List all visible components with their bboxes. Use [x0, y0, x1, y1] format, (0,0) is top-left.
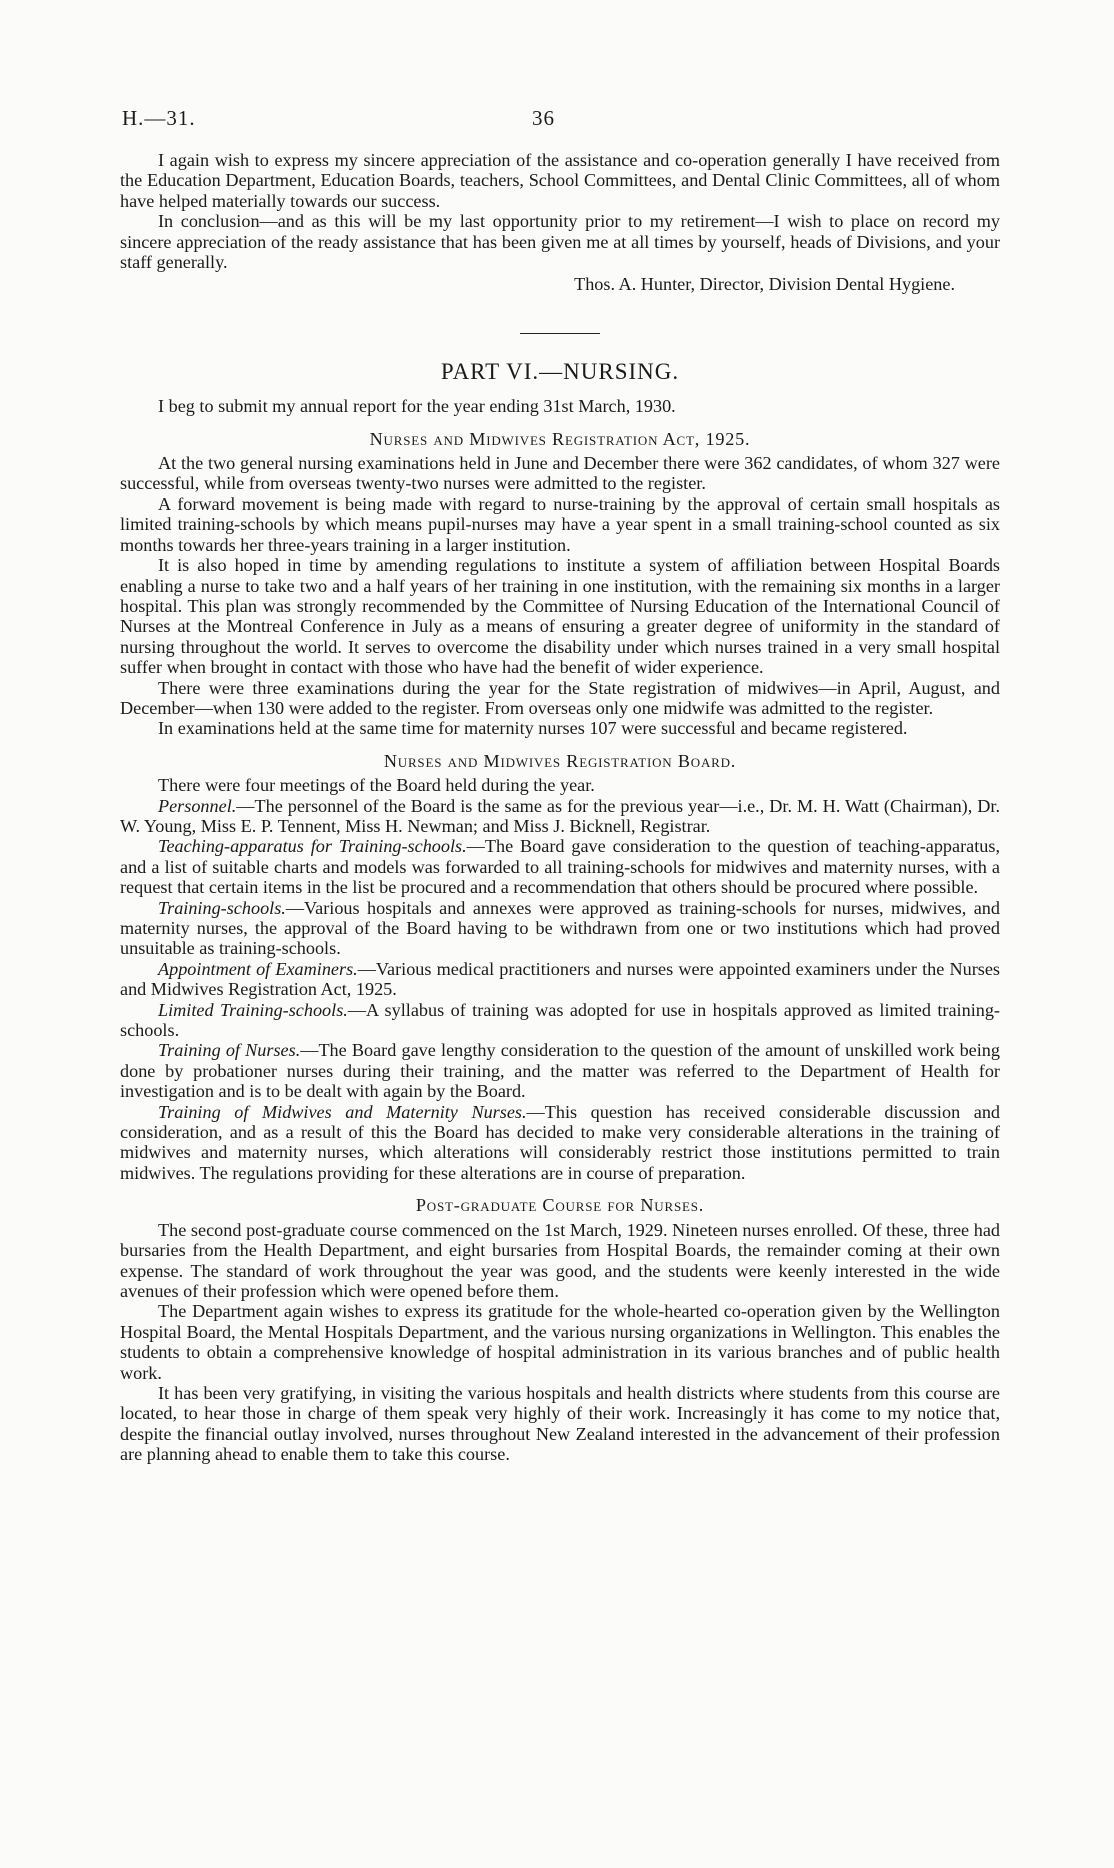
report-reference: H.—31.: [122, 106, 196, 130]
paragraph: A forward movement is being made with regard to nurse-training by the approval of certain small hospitals as limited training-schools by which means pupil-nurses may have a year spent in a small training-school counted as six months towards her three-years training in a larger institution.: [120, 493, 1000, 555]
item-title: Training of Midwives and Maternity Nurses.: [158, 1101, 527, 1122]
item-title: Limited Training-schools.: [158, 999, 348, 1020]
board-item: [120, 959, 1000, 1000]
board-item: [120, 1102, 1000, 1184]
item-text: —The Board gave lengthy consideration to the question of the amount of unskilled work being done by probationer nurses during their training, and the matter was referred to the Department of Health for investigation and is to be dealt with again by the Board.: [120, 1040, 1000, 1102]
intro-paragraph: In conclusion—and as this will be my last opportunity prior to my retirement—I wish to place on record my sincere appreciation of the ready assistance that has been given me at all times by yourself, heads of Divisions, and your staff generally.: [120, 211, 1000, 273]
intro-paragraph: I again wish to express my sincere appreciation of the assistance and co-operation generally I have received from the Education Department, Education Boards, teachers, School Committees, and Dental Clinic Committees, all of whom have helped materially towards our success.: [120, 150, 1000, 211]
item-text: —A syllabus of training was adopted for use in hospitals approved as limited training-schools.: [120, 999, 1000, 1041]
paragraph: There were four meetings of the Board held during the year.: [158, 775, 595, 796]
paragraph: The Department again wishes to express its gratitude for the whole-hearted co-operation given by the Wellington Hospital Board, the Mental Hospitals Department, and the various nursing organizations in Wellington. This enables the students to obtain a comprehensive knowledge of hospital administration in its various branches and of public health work.: [120, 1301, 1000, 1383]
page-body: [120, 150, 1000, 1465]
item-text: —The Board gave consideration to the question of teaching-apparatus, and a list of suitable charts and models was forwarded to all training-schools for midwives and maternity nurses, with a request that certain items in the list be procured and a recommendation that others should be procured where possible.: [120, 836, 1000, 898]
section-heading: Nurses and Midwives Registration Act, 1925.: [369, 428, 751, 449]
item-title: Personnel.: [158, 795, 237, 816]
signature: Thos. A. Hunter, Director, Division Dental Hygiene.: [574, 274, 955, 295]
paragraph: There were three examinations during the year for the State registration of midwives—in April, August, and December—when 130 were added to the register. From overseas only one midwife was admitted to the register.: [120, 677, 1000, 718]
section-heading: Post-graduate Course for Nurses.: [415, 1195, 705, 1216]
item-text: —Various medical practitioners and nurses were appointed examiners under the Nurses and Midwives Registration Act, 1925.: [120, 958, 1000, 1000]
item-text: —This question has received considerable discussion and consideration, and as a result of this the Board has decided to make very considerable alterations in the training of midwives and maternity nurses, which alterations will considerably restrict those institutions permitted to train midwives. The regulations providing for these alterations are in course of preparation.: [120, 1101, 1001, 1183]
board-item: [120, 836, 1000, 897]
page-number: 36: [532, 106, 555, 130]
board-item: [120, 1000, 1000, 1041]
item-title: Appointment of Examiners.: [158, 958, 358, 979]
part-intro: I beg to submit my annual report for the year ending 31st March, 1930.: [158, 396, 676, 417]
board-item: [120, 1040, 1000, 1101]
paragraph: It has been very gratifying, in visiting the various hospitals and health districts where students from this course are located, to hear those in charge of them speak very highly of their work. Increasingly it has come to my notice that, despite the financial outlay involved, nurses throughout New Zealand interested in the advancement of their profession are planning ahead to enable them to take this course.: [120, 1382, 1000, 1465]
board-item: [120, 796, 1000, 837]
paragraph: In examinations held at the same time for maternity nurses 107 were successful and became registered.: [158, 718, 908, 739]
item-title: Training of Nurses.: [158, 1040, 301, 1061]
board-item: [120, 898, 1000, 959]
item-text: —Various hospitals and annexes were approved as training-schools for nurses, midwives, and maternity nurses, the approval of the Board having to be withdrawn from one or two institutions which had proved unsuitable as training-schools.: [120, 897, 1000, 959]
section-divider: [520, 333, 600, 334]
paragraph: The second post-graduate course commenced on the 1st March, 1929. Nineteen nurses enrolled. Of these, three had bursaries from the Health Department, and eight bursaries from Hospital Boards, the remainder coming at their own expense. The standard of work throughout the year was good, and the students were keenly interested in the wide avenues of their profession which were opened before them.: [120, 1219, 1000, 1301]
item-title: Teaching-apparatus for Training-schools.: [158, 836, 467, 857]
paragraph: It is also hoped in time by amending regulations to institute a system of affiliation between Hospital Boards enabling a nurse to take two and a half years of her training in one institution, with the remaining six months in a larger hospital. This plan was strongly recommended by the Committee of Nursing Education of the International Council of Nurses at the Montreal Conference in July as a means of ensuring a greater degree of uniformity in the standard of nursing throughout the world. It serves to overcome the disability under which nurses trained in a very small hospital suffer when brought in contact with those who have had the benefit of wider experience.: [120, 555, 1000, 678]
part-title: PART VI.—NURSING.: [440, 358, 680, 384]
paragraph: At the two general nursing examinations held in June and December there were 362 candidates, of whom 327 were successful, while from overseas twenty-two nurses were admitted to the register.: [120, 453, 1000, 494]
item-title: Training-schools.: [158, 897, 286, 918]
item-text: —The personnel of the Board is the same as for the previous year—i.e., Dr. M. H. Watt (Chairman), Dr. W. Young, Miss E. P. Tennent, Miss H. Newman; and Miss J. Bicknell, Registrar.: [120, 795, 1000, 836]
section-heading: Nurses and Midwives Registration Board.: [383, 750, 737, 771]
